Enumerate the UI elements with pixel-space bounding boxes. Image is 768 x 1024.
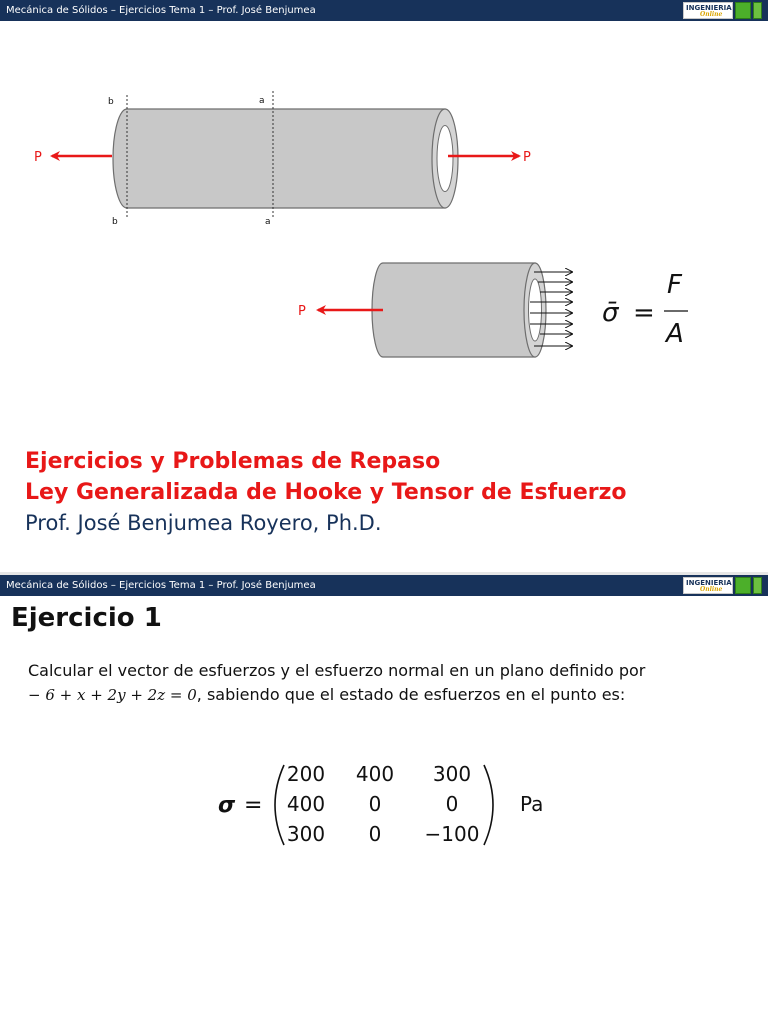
title-line-2: Ley Generalizada de Hooke y Tensor de Esfuerzo (25, 480, 627, 505)
tensor-symbol: σ (218, 793, 236, 818)
force-label-left: P (34, 150, 42, 165)
label-a-top: a (259, 96, 265, 106)
title-block (25, 446, 627, 539)
tension-bar-diagram (0, 21, 768, 441)
formula-lhs: σ̄ (602, 298, 619, 328)
logo-bar-icon (753, 2, 762, 19)
plane-equation: − 6 + x + 2y + 2z = 0 (28, 686, 197, 704)
label-b-bottom: b (112, 217, 118, 227)
force-label-cut: P (298, 304, 306, 319)
entry-2-2: 0 (368, 792, 382, 816)
entry-2-1: 400 (286, 792, 326, 816)
entry-3-1: 300 (286, 822, 326, 846)
slide-exercise-1 (0, 575, 768, 1024)
label-b-top: b (108, 97, 114, 107)
left-paren (275, 765, 284, 845)
statement-line-1: Calcular el vector de esfuerzos y el esfuerzo normal en un plano definido por (28, 661, 646, 680)
entry-1-2: 400 (355, 762, 395, 786)
cut-cylinder (372, 263, 546, 357)
formula-equals: = (633, 298, 655, 328)
header-title: Mecánica de Sólidos – Ejercicios Tema 1 – Prof. José Benjumea (6, 580, 316, 591)
ingenieria-online-logo (683, 2, 762, 19)
author-line: Prof. José Benjumea Royero, Ph.D. (25, 511, 382, 535)
entry-1-3: 300 (432, 762, 472, 786)
title-line-1: Ejercicios y Problemas de Repaso (25, 449, 441, 474)
tensor-unit: Pa (520, 792, 544, 816)
entry-1-1: 200 (286, 762, 326, 786)
logo-word-top: INGENIERIA (686, 579, 732, 587)
entry-2-3: 0 (445, 792, 459, 816)
tensor-equals: = (244, 793, 263, 818)
force-label-right: P (523, 150, 531, 165)
tensor-entries (287, 762, 480, 846)
logo-wordmark (683, 2, 733, 19)
logo-word-bottom: Online (700, 586, 723, 593)
formula-denominator: A (666, 319, 684, 349)
entry-3-2: 0 (368, 822, 382, 846)
right-paren (484, 765, 493, 845)
exercise-title: Ejercicio 1 (11, 603, 162, 633)
stress-tensor-matrix (0, 575, 768, 1024)
header-title: Mecánica de Sólidos – Ejercicios Tema 1 – Prof. José Benjumea (6, 5, 316, 16)
statement-line-2-rest: , sabiendo que el estado de esfuerzos en el punto es: (196, 685, 626, 704)
logo-word-bottom: Online (700, 11, 723, 18)
label-a-bottom: a (265, 217, 271, 227)
slide-header (0, 0, 768, 21)
logo-menu-icon (735, 2, 751, 19)
bar-cylinder (113, 109, 458, 208)
logo-word-top: INGENIERIA (686, 4, 732, 12)
formula-numerator: F (667, 270, 682, 300)
entry-3-3: −100 (424, 822, 480, 846)
mean-stress-formula (602, 270, 688, 349)
